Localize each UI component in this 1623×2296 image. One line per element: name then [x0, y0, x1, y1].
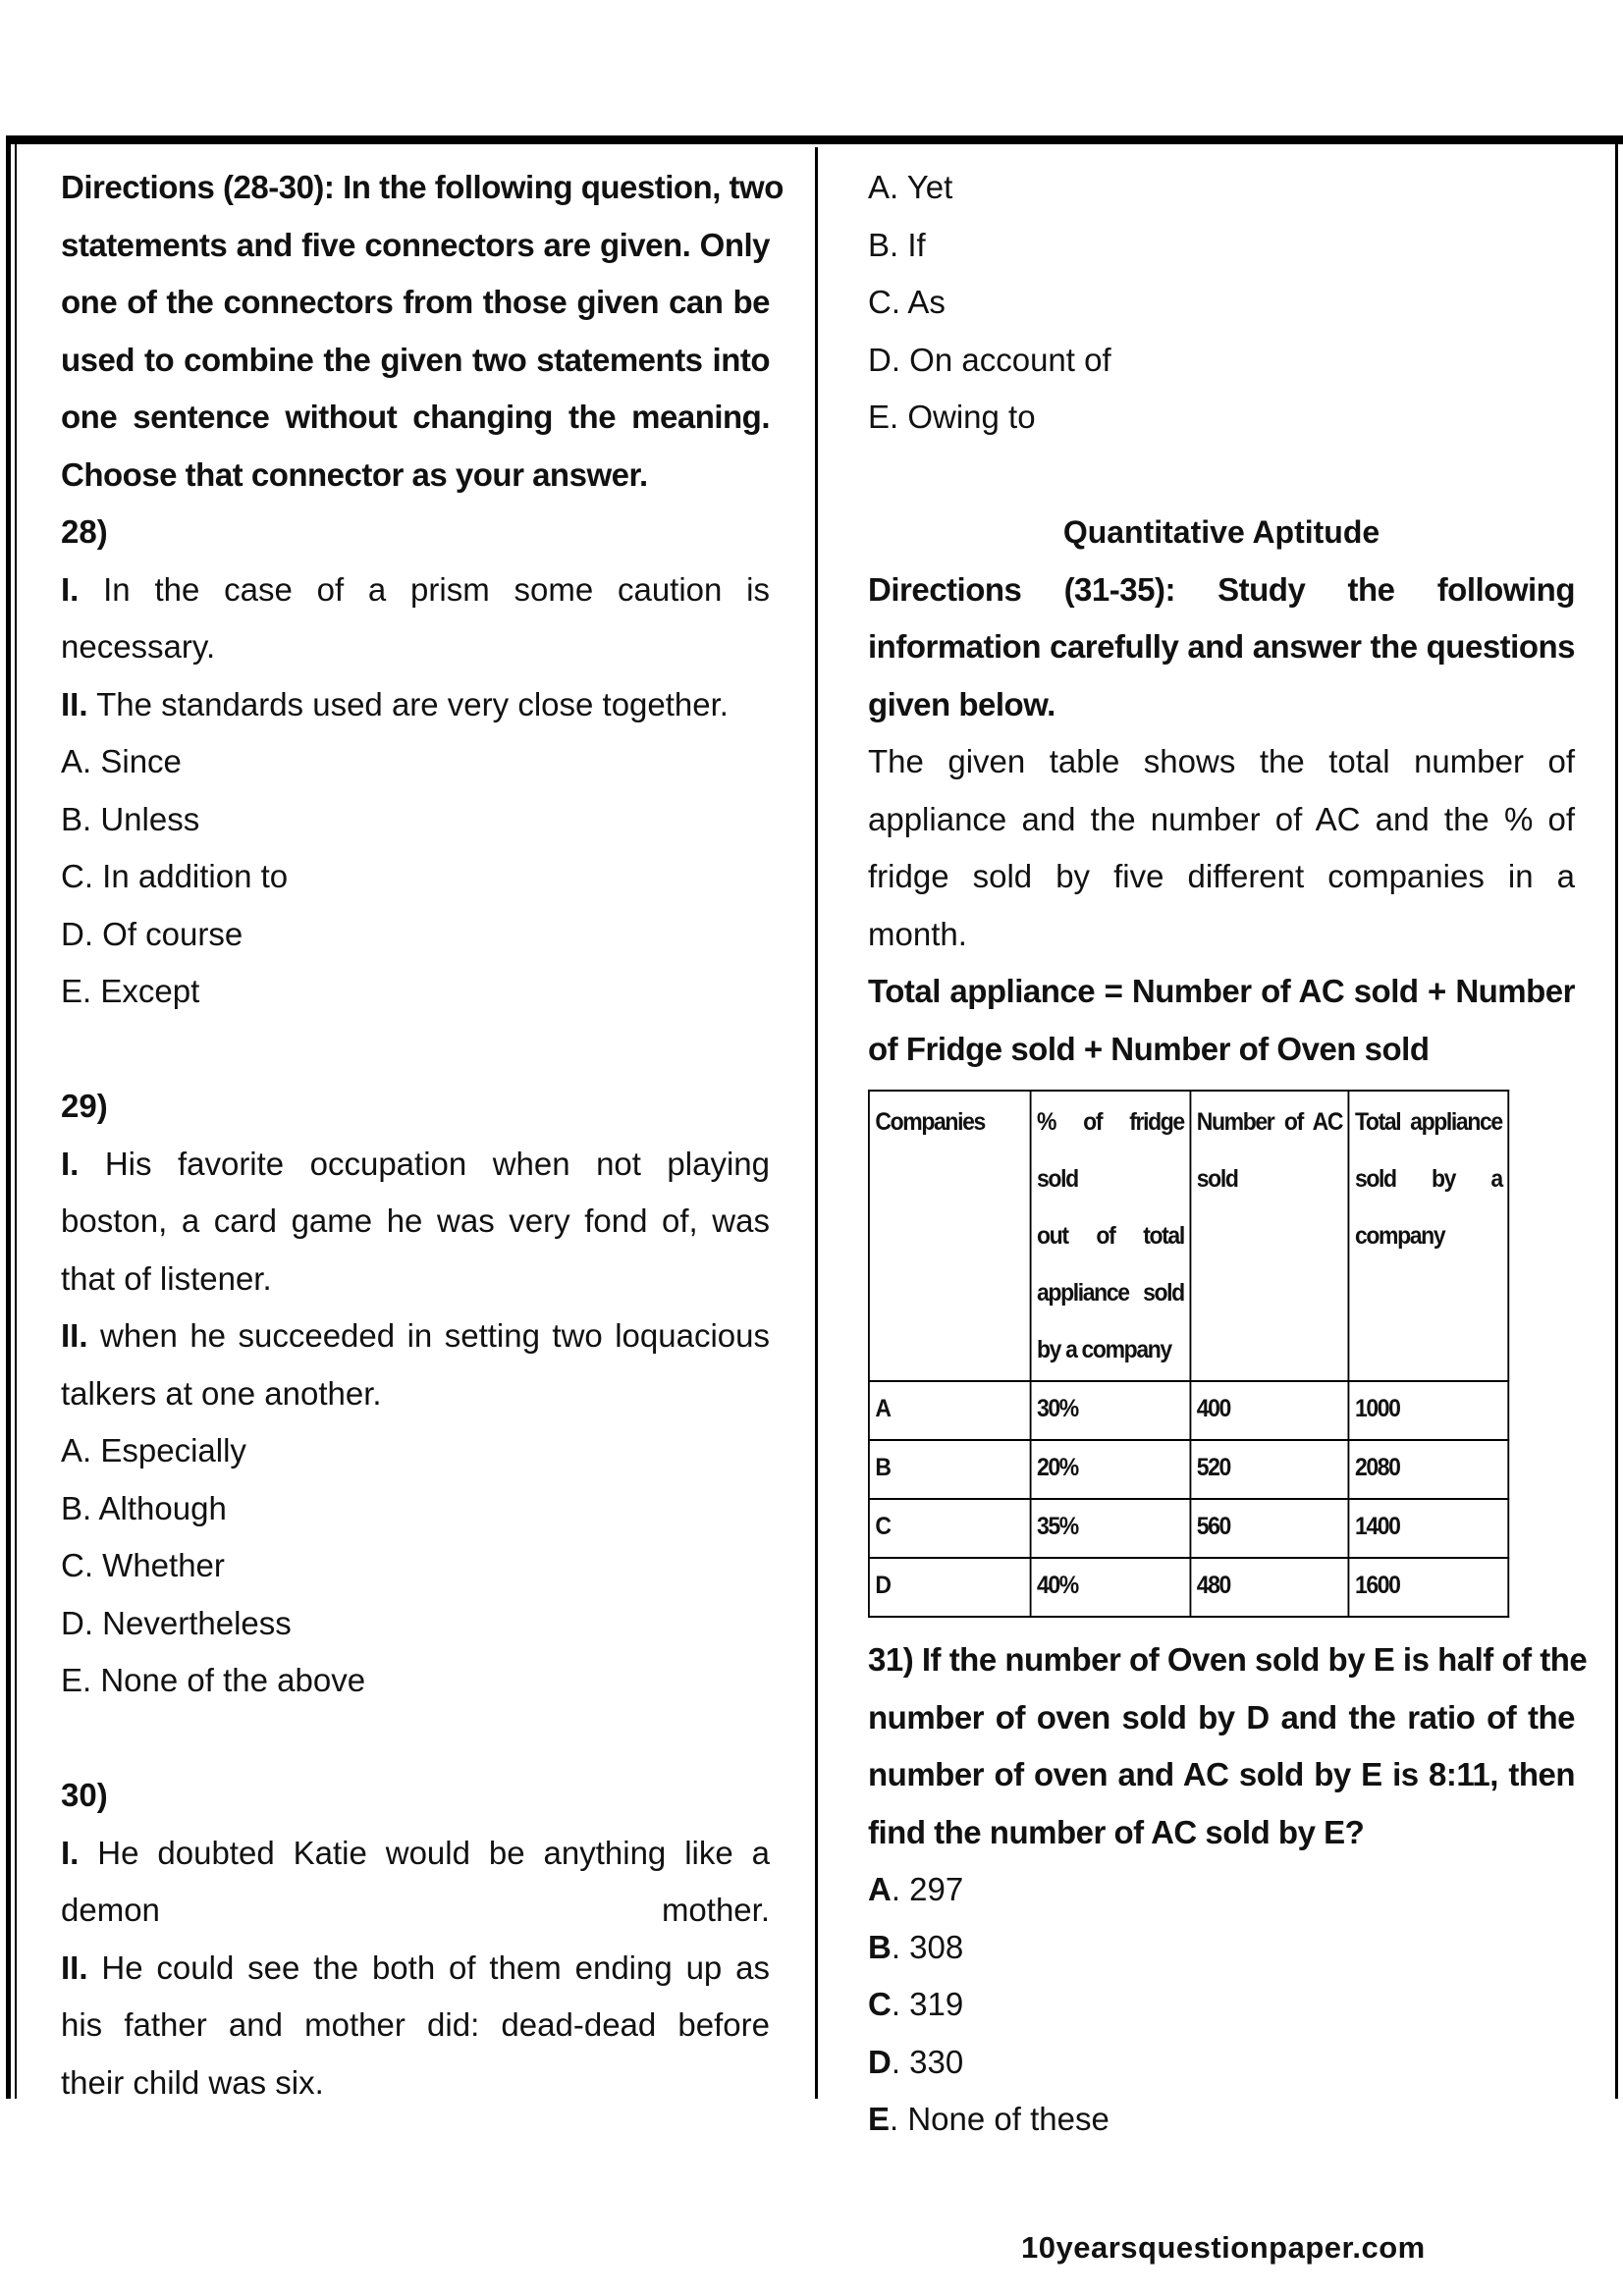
cell-company: A	[869, 1381, 1031, 1440]
table-row	[869, 1381, 1508, 1440]
option-letter: C	[868, 1986, 892, 2022]
statement-label: II.	[61, 685, 88, 722]
cell-ac: 480	[1190, 1558, 1348, 1617]
header-fridge-pct	[1031, 1091, 1191, 1381]
page-top-border	[6, 135, 1623, 144]
question-line: number of oven sold by D and the ratio of the	[868, 1698, 1575, 1735]
header-text: Total appliance	[1354, 1108, 1502, 1136]
question-28-number: 28)	[61, 513, 108, 550]
header-text: % of fridge sold	[1036, 1108, 1184, 1193]
question-30-number: 30)	[61, 1777, 108, 1813]
question-28-statement-1	[61, 561, 770, 676]
option-28-c[interactable]: C. In addition to	[61, 858, 289, 894]
cell-company: B	[869, 1440, 1031, 1499]
question-28-statement-2	[61, 676, 770, 734]
statement-label: I.	[61, 1145, 80, 1182]
page-left-border-inner	[15, 135, 17, 2099]
intro-line: The given table shows the total number of	[868, 743, 1575, 779]
cell-fridge-pct: 20%	[1031, 1440, 1191, 1499]
intro-line: fridge sold by five different companies in a	[868, 858, 1575, 894]
directions-31-35	[868, 561, 1575, 734]
option-text: . 297	[891, 1871, 964, 1907]
option-31-a[interactable]	[868, 1861, 1575, 1919]
option-letter: B	[868, 1928, 892, 1965]
table-intro	[868, 733, 1575, 963]
directions-line: used to combine the given two statements into	[61, 341, 770, 378]
header-text: out of total	[1036, 1222, 1184, 1250]
option-31-e[interactable]	[868, 2091, 1575, 2149]
statement-text: He doubted Katie would be anything like a	[97, 1834, 771, 1871]
header-text: by a company	[1036, 1336, 1171, 1363]
option-31-c[interactable]	[868, 1976, 1575, 2034]
header-ac-sold	[1190, 1091, 1348, 1381]
cell-total: 1600	[1348, 1558, 1508, 1617]
table-header-row	[869, 1091, 1508, 1381]
directions-28-30	[61, 159, 784, 504]
sales-table	[868, 1090, 1509, 1618]
header-text: appliance sold	[1036, 1279, 1184, 1307]
cell-ac: 560	[1190, 1499, 1348, 1558]
intro-line: month.	[868, 915, 967, 952]
directions-line: Choose that connector as your answer.	[61, 455, 648, 493]
table-row	[869, 1558, 1508, 1617]
directions-line: one sentence without changing the meaning.	[61, 399, 770, 435]
statement-text: talkers at one another.	[61, 1374, 382, 1412]
header-text: company	[1354, 1222, 1445, 1250]
formula-line: of Fridge sold + Number of Oven sold	[868, 1030, 1430, 1067]
intro-line: appliance and the number of AC and the % of	[868, 800, 1575, 837]
question-30-statement-1	[61, 1825, 770, 1940]
directions-line: information carefully and answer the questions	[868, 628, 1575, 665]
directions-line: Directions (31-35): Study the following	[868, 570, 1575, 608]
question-29-statement-1	[61, 1136, 770, 1308]
statement-text: boston, a card game he was very fond of, was	[61, 1202, 770, 1239]
option-29-c[interactable]: C. Whether	[61, 1547, 225, 1583]
formula-line: Total appliance = Number of AC sold + Number	[868, 973, 1575, 1009]
statement-text: In the case of a prism some caution is	[103, 570, 770, 608]
option-letter: D	[868, 2043, 892, 2080]
section-title: Quantitative Aptitude	[1062, 514, 1380, 550]
header-companies	[869, 1091, 1031, 1381]
statement-text: when he succeeded in setting two loquacious	[99, 1317, 770, 1354]
option-28-e[interactable]: E. Except	[61, 973, 200, 1009]
left-column	[61, 159, 784, 2111]
statement-label: I.	[61, 1834, 80, 1871]
option-text: . 308	[891, 1928, 964, 1965]
header-text: Number of AC	[1196, 1108, 1343, 1136]
cell-company: D	[869, 1558, 1031, 1617]
right-column	[868, 159, 1588, 2149]
directions-line: one of the connectors from those given can be	[61, 284, 770, 320]
footer-website: 10yearsquestionpaper.com	[1021, 2230, 1426, 2265]
statement-label: II.	[61, 1317, 88, 1354]
statement-text: mother.	[661, 1892, 770, 1928]
question-31	[868, 1631, 1588, 1861]
cell-total: 1400	[1348, 1499, 1508, 1558]
option-31-b[interactable]	[868, 1919, 1575, 1977]
option-text: . 319	[891, 1986, 964, 2022]
option-29-e[interactable]: E. None of the above	[61, 1662, 366, 1698]
statement-text: demon	[61, 1892, 160, 1928]
statement-label: II.	[61, 1949, 88, 1986]
statement-text: necessary.	[61, 628, 216, 665]
option-28-d[interactable]: D. Of course	[61, 915, 243, 952]
cell-company: C	[869, 1499, 1031, 1558]
cell-ac: 400	[1190, 1381, 1348, 1440]
question-line: number of oven and AC sold by E is 8:11, then	[868, 1756, 1575, 1792]
option-text: . None of these	[890, 2101, 1109, 2137]
option-letter: E	[868, 2101, 891, 2137]
cell-fridge-pct: 35%	[1031, 1499, 1191, 1558]
header-text: sold by a	[1354, 1165, 1502, 1193]
table-row	[869, 1440, 1508, 1499]
header-text: sold	[1196, 1165, 1238, 1193]
cell-fridge-pct: 30%	[1031, 1381, 1191, 1440]
option-29-a[interactable]: A. Especially	[61, 1432, 246, 1468]
statement-text: his father and mother did: dead-dead before	[61, 2006, 770, 2043]
question-29-statement-2	[61, 1308, 770, 1422]
statement-text: He could see the both of them ending up as	[101, 1949, 770, 1986]
option-30-e[interactable]: E. Owing to	[868, 399, 1036, 435]
option-30-d[interactable]: D. On account of	[868, 341, 1111, 378]
cell-total: 1000	[1348, 1381, 1508, 1440]
formula	[868, 963, 1575, 1078]
option-31-d[interactable]	[868, 2034, 1575, 2092]
question-line: 31) If the number of Oven sold by E is half of the	[868, 1641, 1588, 1678]
table-row	[869, 1499, 1508, 1558]
statement-text: their child was six.	[61, 2063, 324, 2101]
option-30-c[interactable]: C. As	[868, 284, 946, 320]
option-30-b[interactable]: B. If	[868, 226, 926, 263]
cell-ac: 520	[1190, 1440, 1348, 1499]
directions-line: statements and five connectors are given. Only	[61, 226, 770, 263]
option-29-b[interactable]: B. Although	[61, 1489, 227, 1526]
column-divider	[815, 147, 818, 2099]
option-letter: A	[868, 1871, 892, 1907]
statement-text: that of listener.	[61, 1259, 272, 1297]
statement-label: I.	[61, 570, 80, 608]
option-28-a[interactable]: A. Since	[61, 743, 182, 779]
directions-line: given below.	[868, 685, 1055, 722]
question-line: find the number of AC sold by E?	[868, 1813, 1365, 1850]
page-left-border	[6, 135, 11, 2099]
page-right-border	[1615, 135, 1618, 2099]
statement-text: The standards used are very close together.	[96, 685, 729, 722]
option-29-d[interactable]: D. Nevertheless	[61, 1604, 292, 1641]
option-30-a[interactable]: A. Yet	[868, 169, 953, 205]
question-30-statement-2	[61, 1940, 770, 2112]
statement-text: His favorite occupation when not playing	[104, 1145, 770, 1182]
cell-total: 2080	[1348, 1440, 1508, 1499]
option-28-b[interactable]: B. Unless	[61, 800, 200, 837]
cell-fridge-pct: 40%	[1031, 1558, 1191, 1617]
question-29-number: 29)	[61, 1088, 108, 1124]
header-text: Companies	[875, 1108, 985, 1136]
option-text: . 330	[891, 2043, 964, 2080]
directions-line: Directions (28-30): In the following question, two	[61, 169, 784, 205]
header-total-appliance	[1348, 1091, 1508, 1381]
